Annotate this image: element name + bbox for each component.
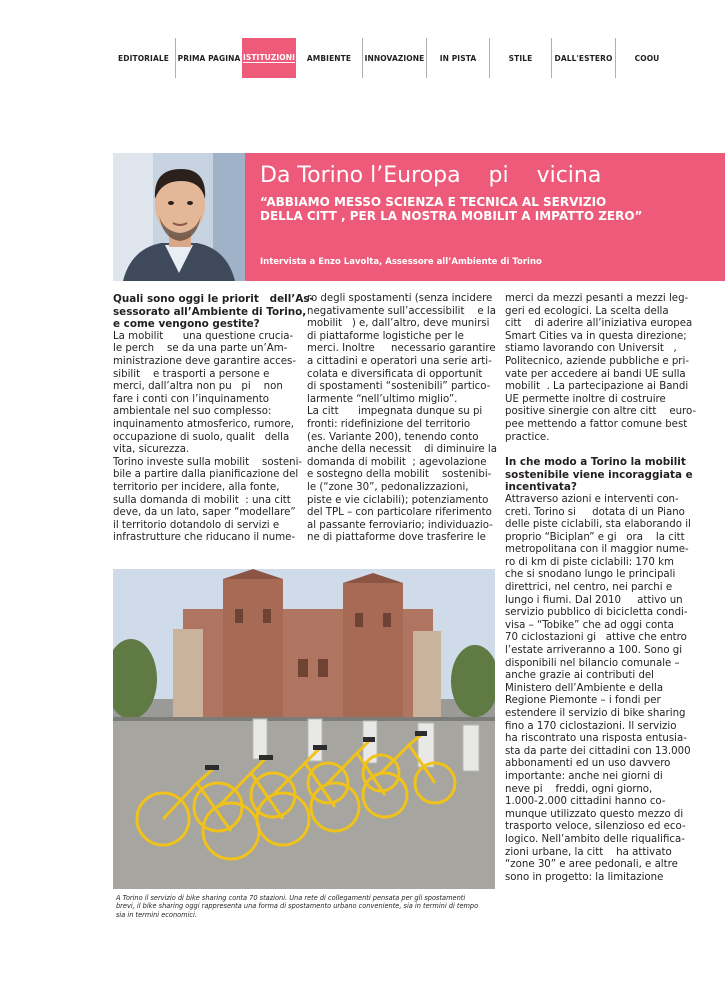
paragraph-gap <box>505 444 680 456</box>
tab-dall-estero[interactable]: DALL'ESTERO <box>551 38 615 78</box>
tab-ambiente[interactable]: AMBIENTE <box>306 53 352 63</box>
column-3-text-1: merci da mezzi pesanti a mezzi leg- geri ed ecologici. La scelta della citt di aderire all’iniziativa europea Smart Cities va in questa direzione; stiamo lavorando con Universit , Politecnico, aziende pubbliche e pri- vate per accedere ai bandi UE sulla mobilit . La partecipazione ai Bandi UE permette inoltre di costruire positive sinergie con altre citt euro- pee mettendo a fattor comune best practice. <box>505 293 697 443</box>
section-nav <box>112 38 678 78</box>
tab-editoriale[interactable]: EDITORIALE <box>118 53 169 63</box>
tab-coou[interactable]: COOU <box>615 38 678 78</box>
column-2 <box>307 293 498 545</box>
column-1 <box>113 293 314 545</box>
article-title: Da Torino l’Europa pi vicina <box>260 163 602 188</box>
photo-caption: A Torino il servizio di bike sharing conta 70 stazioni. Una rete di collegamenti pensata per gli spostamenti brevi, il bike sharing oggi rappresenta una forma di spostamento urbano conveniente, sia in termini di tempo sia in termini economici. <box>116 894 479 919</box>
bike-sharing-photo <box>113 569 495 889</box>
tab-istituzioni[interactable]: ISTITUZIONI <box>242 38 296 78</box>
answer-2-text: Attraverso azioni e interventi con- creti. Torino si dotata di un Piano delle piste ciclabili, sta elaborando il proprio “Biciplan” e gi ora la citt metropolitana con il maggior nume- ro di km di piste ciclabili: 170 km che si snodano lungo le principali direttrici, nel centro, nei parchi e lungo i fiumi. Dal 2010 attivo un servizio pubblico di bicicletta condi- visa – “Tobike” che ad oggi conta 70 ciclostazioni gi attive che entro l’estate arriveranno a 100. Sono gi disponibili nel bilancio comunale – anche grazie ai contributi del Ministero dell’Ambiente e della Regione Piemonte – i fondi per estendere il servizio di bike sharing fino a 170 ciclostazioni. Il servizio ha riscontrato una risposta entusia- sta da parte dei cittadini con 13.000 abbonamenti ed un uso davvero importante: anche nei giorni di neve pi freddi, ogni giorno, 1.000-2.000 cittadini hanno co- munque utilizzato questo mezzo di trasporto veloce, silenzioso ed eco- logico. Nell’ambito delle riqualifica- zioni urbane, la citt ha attivato “zone 30” e aree pedonali, e altre sono in progetto: la limitazione <box>505 493 691 883</box>
article-header <box>245 153 725 281</box>
tab-stile[interactable]: STILE <box>489 38 551 78</box>
tab-prima-pagina[interactable]: PRIMA PAGINA <box>175 38 242 78</box>
tab-in-pista[interactable]: IN PISTA <box>426 38 489 78</box>
answer-1-text: La mobilit una questione crucia- le perch se da una parte un’Am- ministrazione deve garantire acces- sibilit e trasporti a persone e merci, dall’altra non pu pi non fare i conti con l’inquinamento ambientale nel suo complesso: inquinamento atmosferico, rumore, occupazione di suolo, qualit della vita, sicurezza. Torino investe sulla mobilit sosteni- bile a partire dalla pianificazione del territorio per incidere, alla fonte, sulla domanda di mobilit : una citt deve, da un lato, saper “modellare” il territorio dotandolo di servizi e infrastrutture che riducano il nume- <box>113 330 303 544</box>
question-2: In che modo a Torino la mobilit sostenibile viene incoraggiata e incentivata? <box>505 456 693 494</box>
question-1: Quali sono oggi le priorit dell’As- sessorato all’Ambiente di Torino, e come vengono gestite? <box>113 293 314 331</box>
column-2-text: ro degli spostamenti (senza incidere negativamente sull’accessibilit e la mobilit ) e, dall’altro, deve munirsi di piattaforme logistiche per le merci. Inoltre necessario garantire a cittadini e operatori una serie arti- colata e diversificata di opportunit di spostamenti “sostenibili” partico- larmente “nell’ultimo miglio”. La citt impegnata dunque su pi fronti: ridefinizione del territorio (es. Variante 200), tenendo conto anche della necessit di diminuire la domanda di mobilit ; agevolazione e sostegno della mobilit sostenibi- le (“zone 30”, pedonalizzazioni, piste e vie ciclabili); potenziamento del TPL – con particolare riferimento al passante ferroviario; individuazio- ne di piattaforme dove trasferire le <box>307 293 498 544</box>
article-byline: Intervista a Enzo Lavolta, Assessore all’Ambiente di Torino <box>260 257 542 267</box>
portrait-illustration <box>113 153 245 281</box>
portrait-photo <box>113 153 245 281</box>
tab-innovazione[interactable]: INNOVAZIONE <box>362 38 426 78</box>
column-3 <box>505 293 697 884</box>
article-subtitle: “ABBIAMO MESSO SCIENZA E TECNICA AL SERVIZIO DELLA CITT , PER LA NOSTRA MOBILIT A IMPATTO ZERO” <box>260 195 643 223</box>
bike-sharing-illustration <box>113 569 495 889</box>
